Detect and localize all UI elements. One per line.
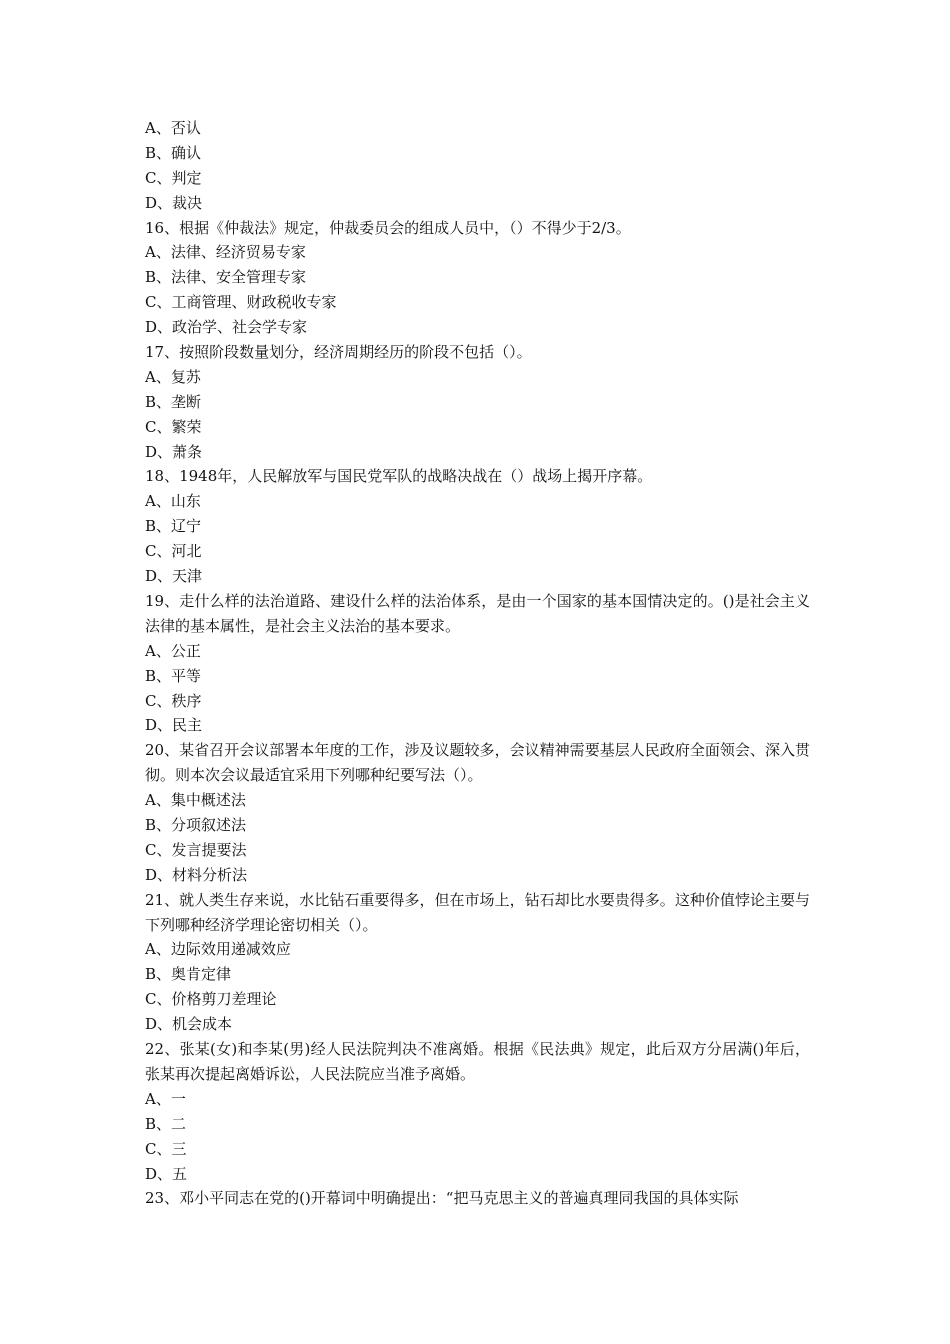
- question-16-option-a: A、法律、经济贸易专家: [145, 243, 306, 262]
- question-21-option-b: B、奥肯定律: [145, 965, 232, 984]
- question-18-option-b: B、辽宁: [145, 517, 202, 536]
- question-list: [145, 116, 810, 1211]
- question-21-option-a: A、边际效用递减效应: [145, 940, 291, 959]
- question-20-stem: 20、某省召开会议部署本年度的工作，涉及议题较多，会议精神需要基层人民政府全面领会、深入贯彻。则本次会议最适宜采用下列哪种纪要写法（）。: [145, 741, 810, 785]
- question-18-stem: 18、1948年，人民解放军与国民党军队的战略决战在（）战场上揭开序幕。: [145, 467, 653, 486]
- question-17-stem: 17、按照阶段数量划分，经济周期经历的阶段不包括（）。: [145, 343, 532, 362]
- question-19-option-a: A、公正: [145, 641, 201, 660]
- question-16-option-c: C、工商管理、财政税收专家: [145, 293, 337, 312]
- question-17-option-b: B、垄断: [145, 392, 202, 411]
- question-16-stem: 16、根据《仲裁法》规定，仲裁委员会的组成人员中，（）不得少于2/3。: [145, 218, 631, 237]
- question-22-option-c: C、三: [145, 1139, 187, 1158]
- question-22-stem: 22、张某(女)和李某(男)经人民法院判决不准离婚。根据《民法典》规定，此后双方分居满()年后，张某再次提起离婚诉讼，人民法院应当准予离婚。: [145, 1040, 810, 1083]
- question-18-option-d: D、天津: [145, 567, 203, 586]
- question-20-option-d: D、材料分析法: [145, 865, 248, 884]
- question-16-option-d: D、政治学、社会学专家: [145, 318, 308, 337]
- question-19-option-b: B、平等: [145, 666, 202, 685]
- question-22-option-a: A、一: [145, 1089, 186, 1108]
- question-22-option-b: B、二: [145, 1114, 187, 1133]
- question-21-stem: 21、就人类生存来说，水比钻石重要得多，但在市场上，钻石却比水要贵得多。这种价值悖论主要与下列哪种经济学理论密切相关（）。: [145, 890, 810, 934]
- question-20-option-a: A、集中概述法: [145, 791, 246, 810]
- option-d: D、裁决: [145, 193, 203, 212]
- option-b: B、确认: [145, 143, 202, 162]
- question-21-option-c: C、价格剪刀差理论: [145, 990, 277, 1009]
- question-19-option-c: C、秩序: [145, 691, 202, 710]
- question-20-option-c: C、发言提要法: [145, 840, 247, 859]
- question-16-option-b: B、法律、安全管理专家: [145, 268, 307, 287]
- question-23-stem: 23、邓小平同志在党的()开幕词中明确提出：“把马克思主义的普遍真理同我国的具体实际: [145, 1189, 739, 1208]
- question-18-option-a: A、山东: [145, 492, 201, 511]
- question-20-option-b: B、分项叙述法: [145, 816, 247, 834]
- question-19-option-d: D、民主: [145, 716, 203, 735]
- question-17-option-c: C、繁荣: [145, 417, 202, 436]
- question-19-stem: 19、走什么样的法治道路、建设什么样的法治体系，是由一个国家的基本国情决定的。()是社会主义法律的基本属性，是社会主义法治的基本要求。: [145, 591, 810, 635]
- option-a: A、否认: [145, 119, 201, 137]
- question-18-option-c: C、河北: [145, 542, 202, 561]
- question-17-option-d: D、萧条: [145, 442, 203, 461]
- question-22-option-d: D、五: [145, 1164, 188, 1183]
- question-17-option-a: A、复苏: [145, 367, 201, 386]
- option-c: C、判定: [145, 168, 202, 187]
- question-21-option-d: D、机会成本: [145, 1015, 233, 1034]
